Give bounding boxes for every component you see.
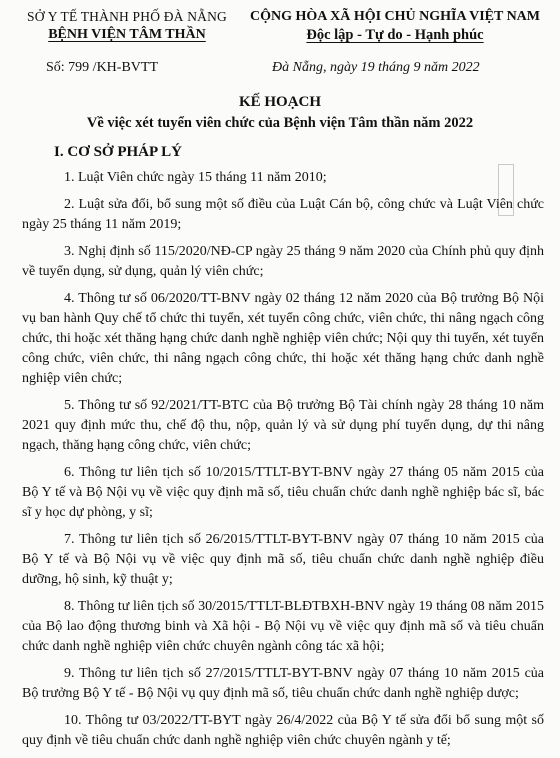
- document-number: Số: 799 /KH-BVTT: [46, 60, 158, 75]
- ministry-name: SỞ Y TẾ THÀNH PHỐ ĐÀ NẴNG: [26, 9, 227, 24]
- legal-basis-item: 9. Thông tư liên tịch số 27/2015/TTLT-BYT-BNV ngày 07 tháng 10 năm 2015 của Bộ trưởng Bộ Y tế - Bộ Nội vụ quy định mã số, tiêu chuẩn chức danh nghề nghiệp dược;: [22, 666, 544, 701]
- legal-basis-item: 6. Thông tư liên tịch số 10/2015/TTLT-BYT-BNV ngày 27 tháng 05 năm 2015 của Bộ Y tế và Bộ Nội vụ về việc quy định mã số, tiêu chuẩn chức danh nghề nghiệp bác sĩ, bác sĩ y học dự phòng, y sĩ;: [22, 465, 544, 520]
- legal-basis-list: [22, 168, 544, 758]
- legal-basis-item: 4. Thông tư số 06/2020/TT-BNV ngày 02 tháng 12 năm 2020 của Bộ trưởng Bộ Nội vụ ban hành Quy chế tổ chức thi tuyển, xét tuyển công chức, viên chức, thi nâng ngạch công chức, thi hoặc xét thăng hạng chức danh nghề nghiệp viên chức; Nội quy thi tuyển, xét tuyển công chức, viên chức, thi nâng ngạch công chức, thi hoặc xét thăng hạng chức danh nghề nghiệp viên chức;: [22, 291, 544, 386]
- legal-basis-item: 3. Nghị định số 115/2020/NĐ-CP ngày 25 tháng 9 năm 2020 của Chính phủ quy định về tuyển dụng, sử dụng, quản lý viên chức;: [22, 244, 544, 279]
- national-block: [236, 8, 554, 45]
- section-heading: I. CƠ SỞ PHÁP LÝ: [54, 144, 182, 160]
- legal-basis-item: 10. Thông tư 03/2022/TT-BYT ngày 26/4/2022 của Bộ Y tế sửa đổi bổ sung một số quy định về tiêu chuẩn chức danh nghề nghiệp viên chức chuyên ngành y tế;: [22, 713, 544, 748]
- hospital-name: BỆNH VIỆN TÂM THẦN: [48, 27, 206, 42]
- document-title: KẾ HOẠCH: [238, 94, 322, 110]
- national-title: CỘNG HÒA XÃ HỘI CHỦ NGHĨA VIỆT NAM: [249, 9, 540, 24]
- legal-basis-item: 2. Luật sửa đổi, bổ sung một số điều của Luật Cán bộ, công chức và Luật Viên chức ngày 25 tháng 11 năm 2019;: [22, 197, 544, 232]
- legal-basis-item: 5. Thông tư số 92/2021/TT-BTC của Bộ trưởng Bộ Tài chính ngày 28 tháng 10 năm 2021 quy định mức thu, chế độ thu, nộp, quản lý và sử dụng phí tuyển dụng, dự thi nâng ngạch, thăng hạng công chức, viên chức;: [22, 398, 544, 453]
- issuer-block: [14, 8, 240, 44]
- legal-basis-item: 8. Thông tư liên tịch số 30/2015/TTLT-BLĐTBXH-BNV ngày 19 tháng 08 năm 2015 của Bộ lao động thương binh và Xã hội - Bộ Nội vụ về việc quy định mã số và tiêu chuẩn chức danh nghề nghiệp viên chức chuyên ngành công tác xã hội;: [22, 599, 544, 654]
- legal-basis-item: 7. Thông tư liên tịch số 26/2015/TTLT-BYT-BNV ngày 07 tháng 10 năm 2015 của Bộ Y tế và Bộ Nội vụ về việc quy định mã số, tiêu chuẩn chức danh nghề nghiệp điều dưỡng, hộ sinh, kỹ thuật y;: [22, 532, 544, 587]
- national-motto: Độc lập - Tự do - Hạnh phúc: [306, 27, 484, 43]
- legal-basis-item: 1. Luật Viên chức ngày 15 tháng 11 năm 2010;: [64, 170, 327, 185]
- document-subtitle: Về việc xét tuyển viên chức của Bệnh viện Tâm thần năm 2022: [86, 115, 474, 131]
- document-date: Đà Nẵng, ngày 19 tháng 9 năm 2022: [272, 60, 480, 75]
